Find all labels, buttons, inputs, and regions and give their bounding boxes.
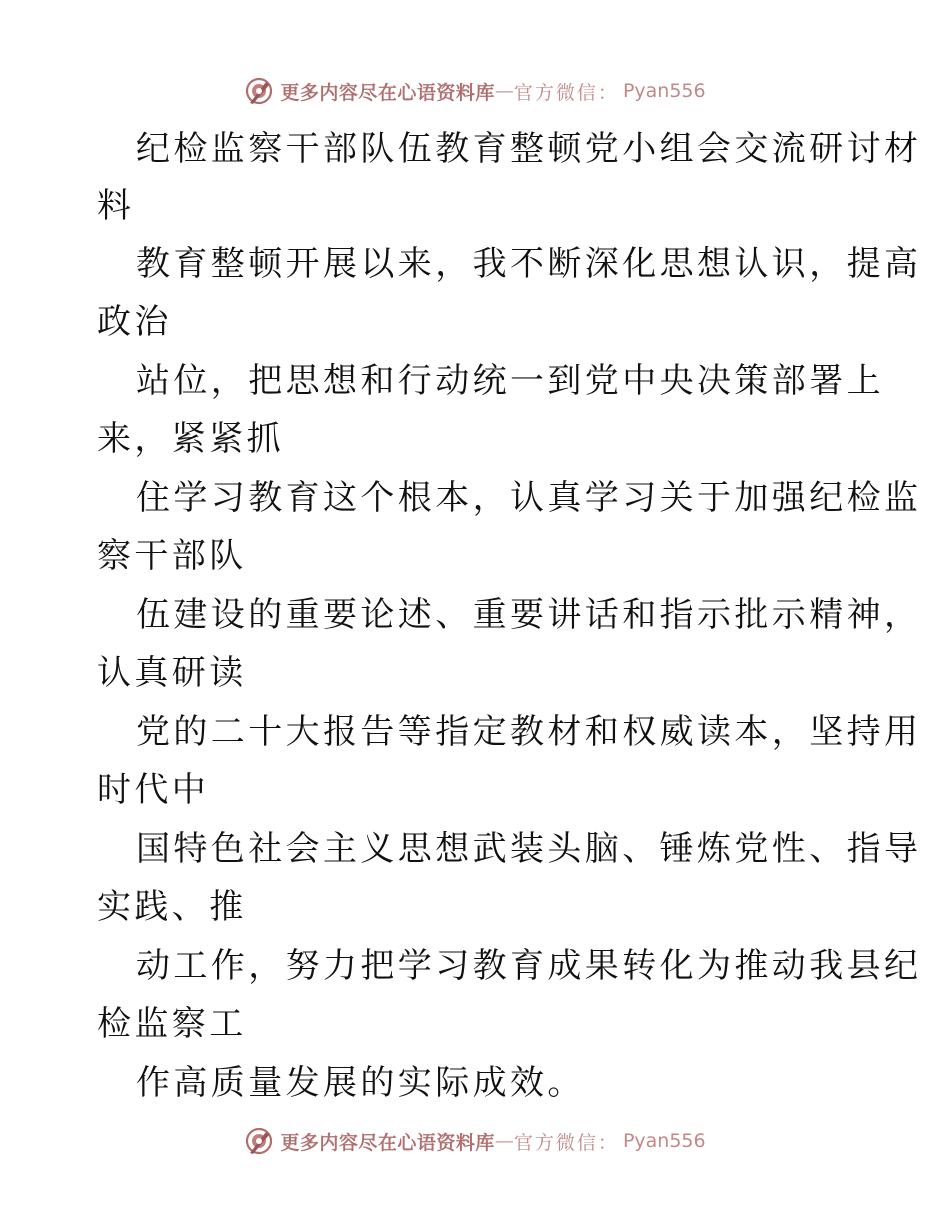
watermark-contact-id: Pyan556 <box>622 80 706 102</box>
seal-quill-icon <box>244 1126 274 1156</box>
watermark-contact-label: 官方微信： <box>513 81 619 104</box>
watermark-dash: — <box>494 80 514 102</box>
watermark-brand: 更多内容尽在心语资料库 <box>280 1131 495 1154</box>
body-line: 站位，把思想和行动统一到党中央决策部署上 <box>136 361 884 401</box>
body-line: 实践、推 <box>97 887 247 927</box>
body-line: 伍建设的重要论述、重要讲话和指示批示精神， <box>136 595 922 635</box>
body-line: 察干部队 <box>97 536 247 576</box>
watermark-brand: 更多内容尽在心语资料库 <box>280 81 495 104</box>
seal-quill-icon <box>244 76 274 106</box>
body-line: 政治 <box>97 302 172 342</box>
body-line: 时代中 <box>97 770 210 810</box>
body-line: 作高质量发展的实际成效。 <box>136 1063 585 1103</box>
body-line: 国特色社会主义思想武装头脑、锤炼党性、指导 <box>136 829 922 869</box>
body-line: 认真研读 <box>97 653 247 693</box>
header-watermark <box>0 74 950 108</box>
watermark-dash: — <box>494 1130 514 1152</box>
body-line: 教育整顿开展以来，我不断深化思想认识，提高 <box>136 244 922 284</box>
watermark-contact-label: 官方微信： <box>513 1131 619 1154</box>
document-title-line-2: 料 <box>97 186 135 226</box>
body-line: 动工作，努力把学习教育成果转化为推动我县纪 <box>136 946 922 986</box>
body-line: 党的二十大报告等指定教材和权威读本，坚持用 <box>136 712 922 752</box>
body-line: 检监察工 <box>97 1004 247 1044</box>
watermark-contact-id: Pyan556 <box>622 1130 706 1152</box>
body-line: 来，紧紧抓 <box>97 419 284 459</box>
body-line: 住学习教育这个根本，认真学习关于加强纪检监 <box>136 478 922 518</box>
document-title-line-1: 纪检监察干部队伍教育整顿党小组会交流研讨材 <box>136 129 922 169</box>
footer-watermark <box>0 1124 950 1158</box>
